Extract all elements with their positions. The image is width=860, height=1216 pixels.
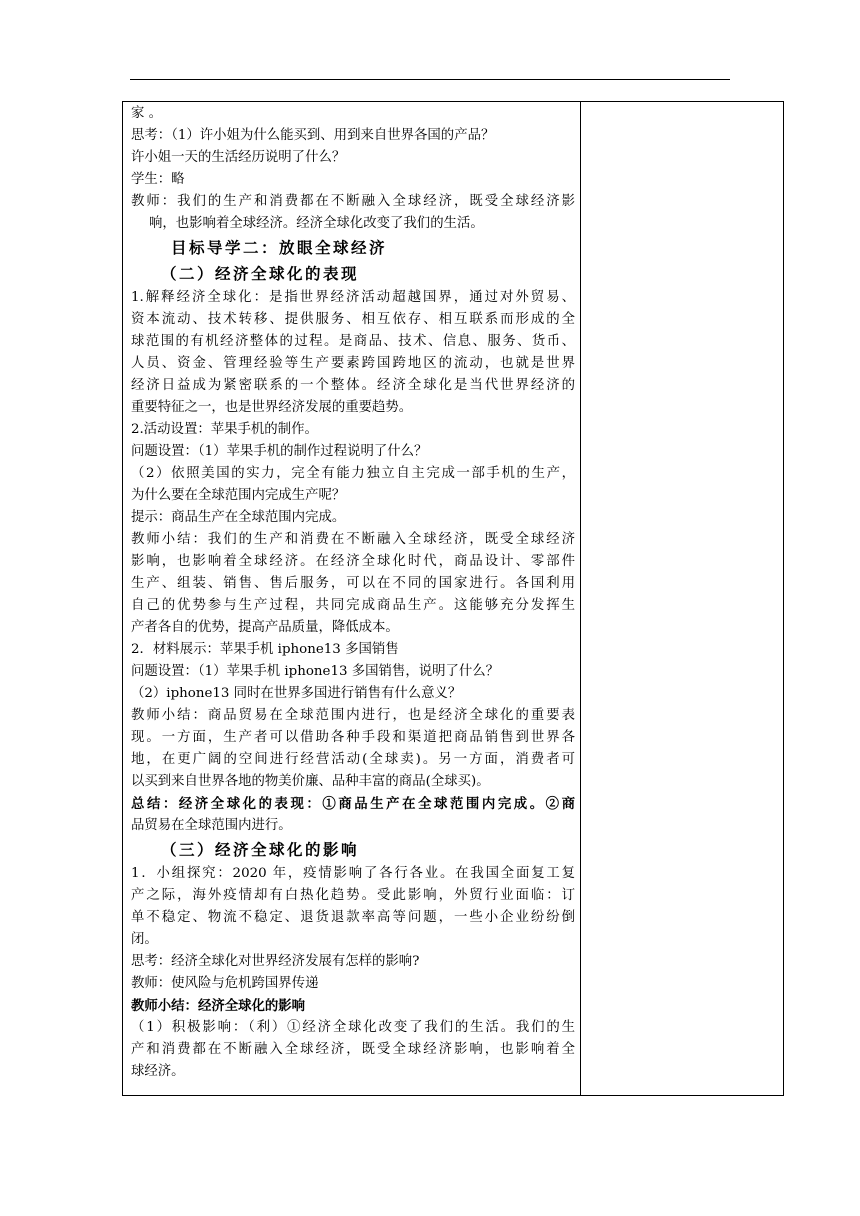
text-line: 产者各自的优势，提高产品质量，降低成本。 <box>131 620 399 635</box>
text-line: 影响，也影响着全球经济。在经济全球化时代，商品设计、零部件 <box>131 554 575 569</box>
text-line: 教师：我们的生产和消费都在不断融入全球经济，既受全球经济影 <box>131 194 575 209</box>
text-line: （1）积极影响：（利）①经济全球化改变了我们的生活。我们的生 <box>131 1020 575 1035</box>
text-line: 单不稳定、物流不稳定、退货退款率高等问题，一些小企业纷纷倒 <box>131 910 575 925</box>
section-heading: （二）经济全球化的表现 <box>161 265 360 283</box>
text-line: 学生：略 <box>131 172 185 187</box>
text-line: 2．材料展示：苹果手机 iphone13 多国销售 <box>131 642 399 657</box>
text-line: 为什么要在全球范围内完成生产呢？ <box>131 488 346 503</box>
text-line: 家 。 <box>131 106 163 121</box>
text-line: 问题设置：（1）苹果手机 iphone13 多国销售，说明了什么？ <box>131 664 500 679</box>
text-line: 教师小结：商品贸易在全球范围内进行，也是经济全球化的重要表 <box>131 708 575 723</box>
text-line: 经济日益成为紧密联系的一个整体。经济全球化是当代世界经济的 <box>131 378 575 393</box>
text-line: 思考：经济全球化对世界经济发展有怎样的影响? <box>131 954 420 969</box>
column-divider <box>580 102 581 1095</box>
text-line: 生产、组装、销售、售后服务，可以在不同的国家进行。各国利用 <box>131 576 575 591</box>
text-line: 响，也影响着全球经济。经济全球化改变了我们的生活。 <box>149 216 484 231</box>
lesson-table <box>122 101 784 1096</box>
text-line: 产和消费都在不断融入全球经济，既受全球经济影响，也影响着全 <box>131 1042 575 1057</box>
text-line: （2）iphone13 同时在世界多国进行销售有什么意义？ <box>131 686 462 701</box>
text-line: 1．小组探究：2020 年，疫情影响了各行各业。在我国全面复工复 <box>131 866 575 881</box>
text-line: 2.活动设置：苹果手机的制作。 <box>131 422 318 437</box>
text-line: 以买到来自世界各地的物美价廉、品种丰富的商品(全球买)。 <box>131 774 490 789</box>
text-line: 闭。 <box>131 932 158 947</box>
text-line: 教师小结：我们的生产和消费在不断融入全球经济，既受全球经济 <box>131 532 575 547</box>
text-line: 人员、资金、管理经验等生产要素跨国跨地区的流动，也就是世界 <box>131 356 575 371</box>
text-line: 提示：商品生产在全球范围内完成。 <box>131 510 346 525</box>
text-line: 问题设置：（1）苹果手机的制作过程说明了什么？ <box>131 444 428 459</box>
text-line: 许小姐一天的生活经历说明了什么？ <box>131 150 346 165</box>
text-line: 品贸易在全球范围内进行。 <box>131 818 292 833</box>
text-line: 球范围的有机经济整体的过程。是商品、技术、信息、服务、货币、 <box>131 334 575 349</box>
text-line: 总结：经济全球化的表现：①商品生产在全球范围内完成。②商 <box>131 796 575 812</box>
lesson-content-cell <box>131 103 575 1083</box>
text-line: 教师小结：经济全球化的影响 <box>131 998 306 1014</box>
text-line: 球经济。 <box>131 1064 185 1079</box>
text-line: 思考：（1）许小姐为什么能买到、用到来自世界各国的产品？ <box>131 128 495 143</box>
text-line: 自己的优势参与生产过程，共同完成商品生产。这能够充分发挥生 <box>131 598 575 613</box>
text-line: 现。一方面，生产者可以借助各种手段和渠道把商品销售到世界各 <box>131 730 575 745</box>
text-line: 资本流动、技术转移、提供服务、相互依存、相互联系而形成的全 <box>131 312 575 327</box>
text-line: （2）依照美国的实力，完全有能力独立自主完成一部手机的生产， <box>131 466 575 481</box>
header-rule <box>130 79 730 80</box>
section-heading: 目标导学二：放眼全球经济 <box>171 239 388 257</box>
text-line: 教师：使风险与危机跨国界传递 <box>131 976 319 991</box>
text-line: 地，在更广阔的空间进行经营活动(全球卖)。另一方面，消费者可 <box>131 752 575 767</box>
text-line: 1.解释经济全球化：是指世界经济活动超越国界，通过对外贸易、 <box>131 290 575 305</box>
text-line: 产之际，海外疫情却有白热化趋势。受此影响，外贸行业面临：订 <box>131 888 575 903</box>
section-heading: （三）经济全球化的影响 <box>161 841 360 859</box>
text-line: 重要特征之一，也是世界经济发展的重要趋势。 <box>131 400 413 415</box>
